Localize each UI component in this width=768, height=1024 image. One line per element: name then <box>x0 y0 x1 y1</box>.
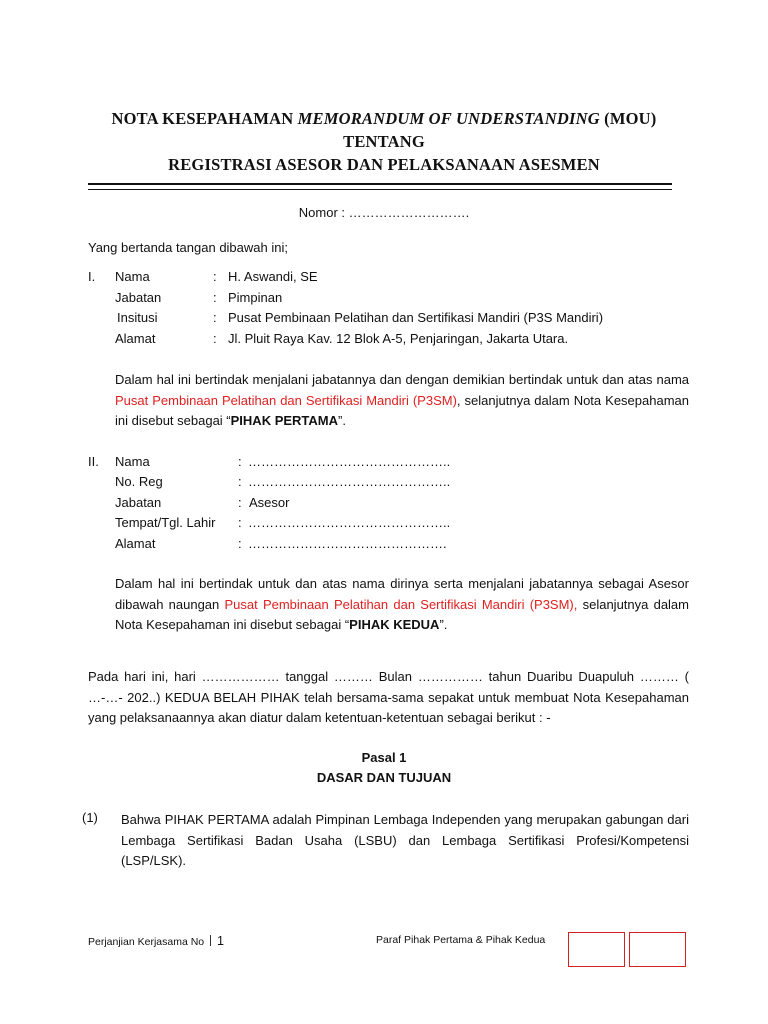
party2-colon: : <box>238 515 242 530</box>
title-prefix: NOTA KESEPAHAMAN <box>111 109 298 128</box>
title-rule-thin <box>88 189 672 190</box>
nomor: Nomor : ………………………. <box>298 205 470 220</box>
party2-value-ttl: ……………………………………….. <box>248 515 451 530</box>
party1-label-insitusi: Insitusi <box>117 310 158 325</box>
party2-value-noreg: ……………………………………….. <box>248 474 451 489</box>
agreement-paragraph: Pada hari ini, hari ……………… tanggal ……… Bulan …………… tahun Duaribu Duapuluh ……… ( …-…- 202..) KEDUA BELAH PIHAK telah bersama-sama sepakat untuk membuat Nota Kesepahaman yang pelaksanaannya akan diatur dalam ketentuan-ketentuan sebagai berikut : - <box>88 669 689 725</box>
party1-para-end: ”. <box>338 413 346 428</box>
party2-para-text: selanjutnya dalam Nota Kesepahaman ini disebut sebagai “ <box>115 596 689 632</box>
party2-label-ttl: Tempat/Tgl. Lahir <box>115 515 216 530</box>
pihak-pertama-label: PIHAK PERTAMA <box>230 413 339 428</box>
title-rule-thick <box>88 183 672 185</box>
clause1-number: (1) <box>82 810 98 825</box>
party2-colon: : <box>238 536 242 551</box>
party2-paragraph <box>115 574 689 636</box>
party1-value-insitusi: Pusat Pembinaan Pelatihan dan Sertifikasi Mandiri (P3S Mandiri) <box>228 310 604 325</box>
party2-para-end: ”. <box>439 617 448 632</box>
pihak-kedua-label: PIHAK KEDUA <box>349 617 440 632</box>
party2-para-text: Dalam hal ini bertindak untuk dan atas nama dirinya serta menjalani jabatannya sebagai Asesor dibawah naungan <box>115 576 689 612</box>
party2-org-highlight: Pusat Pembinaan Pelatihan dan Sertifikasi Mandiri (P3SM), <box>224 596 578 612</box>
clause1-text: Bahwa PIHAK PERTAMA adalah Pimpinan Lembaga Independen yang merupakan gabungan dari Lembaga Sertifikasi Badan Usaha (LSBU) dan Lembaga Sertifikasi Profesi/Kompetensi (LSP/LSK). <box>121 812 689 868</box>
doc-title-line2: TENTANG <box>343 132 425 151</box>
party1-para-text: Dalam hal ini bertindak menjalani jabatannya dan dengan demikian bertindak untuk dan atas nama <box>115 372 689 387</box>
party1-label-alamat: Alamat <box>115 331 156 346</box>
party2-fields <box>0 454 768 558</box>
party1-colon: : <box>213 331 217 346</box>
party1-numeral: I. <box>88 269 96 284</box>
pasal-number: Pasal 1 <box>361 750 407 765</box>
pasal-title: DASAR DAN TUJUAN <box>316 770 452 785</box>
page-number: 1 <box>217 934 224 948</box>
party2-label-jabatan: Jabatan <box>115 495 162 510</box>
footer-agreement-label: Perjanjian Kerjasama No <box>88 936 205 948</box>
footer-left <box>88 934 224 948</box>
footer-divider <box>210 935 211 946</box>
title-italic: MEMORANDUM OF UNDERSTANDING <box>297 109 600 128</box>
party2-colon: : <box>238 454 242 469</box>
paraf-box-pertama[interactable] <box>568 932 625 967</box>
party2-value-alamat: ………………………………………. <box>248 536 447 551</box>
party1-colon: : <box>213 269 217 284</box>
party1-value-jabatan: Pimpinan <box>228 290 283 305</box>
party1-fields <box>0 269 768 349</box>
party2-colon: : <box>238 495 242 510</box>
title-suffix: (MOU) <box>599 109 657 128</box>
party1-org-highlight: Pusat Pembinaan Pelatihan dan Sertifikasi Mandiri (P3SM) <box>115 392 457 408</box>
doc-title-line3: REGISTRASI ASESOR DAN PELAKSANAAN ASESMEN <box>168 155 600 174</box>
party2-label-nama: Nama <box>115 454 150 469</box>
party2-label-alamat: Alamat <box>115 536 156 551</box>
party1-value-nama: H. Aswandi, SE <box>228 269 318 284</box>
party2-value-nama: ……………………………………….. <box>248 454 451 469</box>
party1-colon: : <box>213 310 217 325</box>
intro-text: Yang bertanda tangan dibawah ini; <box>88 240 288 255</box>
party2-numeral: II. <box>88 454 99 469</box>
party1-colon: : <box>213 290 217 305</box>
party2-label-noreg: No. Reg <box>115 474 163 489</box>
party2-value-jabatan: Asesor <box>249 495 290 510</box>
party1-label-jabatan: Jabatan <box>115 290 162 305</box>
party1-value-alamat: Jl. Pluit Raya Kav. 12 Blok A-5, Penjaringan, Jakarta Utara. <box>228 331 569 346</box>
footer-paraf-label: Paraf Pihak Pertama & Pihak Kedua <box>376 934 546 946</box>
party1-paragraph <box>115 370 689 432</box>
doc-title-line1 <box>0 109 768 129</box>
party1-para-text: , selanjutnya dalam Nota Kesepahaman ini disebut sebagai “ <box>115 392 689 428</box>
party1-label-nama: Nama <box>115 269 150 284</box>
paraf-box-kedua[interactable] <box>629 932 686 967</box>
party2-colon: : <box>238 474 242 489</box>
